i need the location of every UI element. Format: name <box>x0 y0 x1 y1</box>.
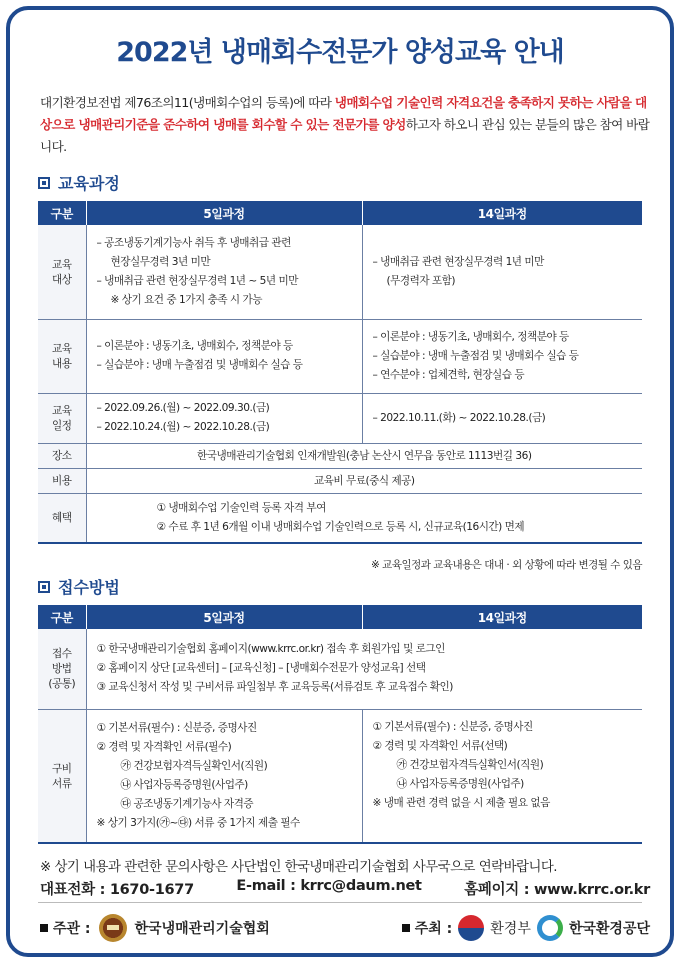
intro-highlight: 냉매회수업 기술인력 자격요건을 충족하지 못하는 사람을 대상으로 냉매관리기준을 준수하여 냉매를 회수할 수 있는 전문가를 양성 <box>40 95 647 132</box>
footer-sponsors <box>40 912 650 944</box>
page-title: 2022년 냉매회수전문가 양성교육 안내 <box>116 37 564 68</box>
header-fourteen-day: 14일과정 <box>362 605 642 629</box>
square-bullet-icon <box>38 581 50 593</box>
apply-heading-text: 접수방법 <box>58 578 120 597</box>
method-value: ① 한국냉매관리기술협회 홈페이지(www.krrc.or.kr) 접속 후 회원가입 및 로그인 ② 홈페이지 상단 [교육센터] – [교육신청] – [냉매회수전문가 양성교육] 선택 ③ 교육신청서 작성 및 구비서류 파일첨부 후 교육등록(서류검토 후 교육접수 확인) <box>86 629 642 709</box>
table-row-place <box>38 443 642 468</box>
header-fourteen-day: 14일과정 <box>362 201 642 225</box>
intro-text-1: 대기환경보전법 제76조의11(냉매회수업의 등록)에 따라 <box>40 95 335 110</box>
schedule-fourteen: – 2022.10.11.(화) ~ 2022.10.28.(금) <box>362 393 642 443</box>
row-label: 접수 방법 (공통) <box>38 629 86 709</box>
benefit-value: ① 냉매회수업 기술인력 등록 자격 부여 ② 수료 후 1년 6개월 이내 냉매회수업 기술인력으로 등록 시, 신규교육(16시간) 면제 <box>86 493 642 543</box>
keco-logo-icon <box>537 915 563 941</box>
header-category: 구분 <box>38 201 86 225</box>
row-label: 교육 내용 <box>38 319 86 393</box>
inquiry-notice: ※ 상기 내용과 관련한 문의사항은 사단법인 한국냉매관리기술협회 사무국으로 연락바랍니다. <box>40 860 558 875</box>
row-label: 혜택 <box>38 493 86 543</box>
host-label: 주관 : <box>53 921 91 937</box>
row-label: 장소 <box>38 443 86 468</box>
organizer-agency: 한국환경공단 <box>568 921 650 937</box>
table-header-row <box>38 605 642 629</box>
content-five: – 이론분야 : 냉동기초, 냉매회수, 정책분야 등 – 실습분야 : 냉매 누출점검 및 냉매회수 실습 등 <box>86 319 362 393</box>
table-row-docs <box>38 709 642 843</box>
intro-text-3: 하고자 하오니 관심 있는 분들의 많은 참여 바랍니다. <box>40 117 650 154</box>
docs-five: ① 기본서류(필수) : 신분증, 증명사진 ② 경력 및 자격확인 서류(필수) ㉮ 건강보험자격득실확인서(직원) ㉯ 사업자등록증명원(사업주) ㉰ 공조냉동기계기능사 자격증 ※ 상기 3가지(㉮~㉰) 서류 중 1가지 제출 필수 <box>86 709 362 843</box>
table-row-content <box>38 319 642 393</box>
schedule-five: – 2022.09.26.(월) ~ 2022.09.30.(금) – 2022.10.24.(월) ~ 2022.10.28.(금) <box>86 393 362 443</box>
apply-table <box>38 605 642 844</box>
square-bullet-icon <box>402 924 410 932</box>
footer-divider <box>38 902 642 903</box>
government-emblem-icon <box>458 915 484 941</box>
organizer-ministry: 환경부 <box>490 921 531 937</box>
target-five: – 공조냉동기계기능사 취득 후 냉매취급 관련 현장실무경력 3년 미만 – 냉매취급 관련 현장실무경력 1년 ~ 5년 미만 ※ 상기 요건 중 1가지 충족 시 가능 <box>86 225 362 319</box>
apply-section-heading <box>38 575 120 598</box>
organizer-label: 주최 : <box>414 921 453 937</box>
header-five-day: 5일과정 <box>86 605 362 629</box>
row-label: 구비 서류 <box>38 709 86 843</box>
table-header-row <box>38 201 642 225</box>
row-label: 교육 대상 <box>38 225 86 319</box>
header-five-day: 5일과정 <box>86 201 362 225</box>
course-section-heading <box>38 171 120 194</box>
host-name: 한국냉매관리기술협회 <box>134 921 270 937</box>
header-category: 구분 <box>38 605 86 629</box>
contact-info <box>40 878 650 899</box>
content-fourteen: – 이론분야 : 냉동기초, 냉매회수, 정책분야 등 – 실습분야 : 냉매 누출점검 및 냉매회수 실습 등 – 연수분야 : 업체견학, 현장실습 등 <box>362 319 642 393</box>
cost-value: 교육비 무료(중식 제공) <box>86 468 642 493</box>
docs-fourteen: ① 기본서류(필수) : 신분증, 증명사진 ② 경력 및 자격확인 서류(선택) ㉮ 건강보험자격득실확인서(직원) ㉯ 사업자등록증명원(사업주) ※ 냉매 관련 경력 없을 시 제출 필요 없음 <box>362 709 642 843</box>
krrc-logo-icon <box>99 914 127 942</box>
phone-number: 대표전화 : 1670-1677 <box>40 882 194 898</box>
table-row-schedule <box>38 393 642 443</box>
table-row-method <box>38 629 642 709</box>
email-link[interactable]: E-mail : krrc@daum.net <box>236 878 422 894</box>
schedule-change-note: ※ 교육일정과 교육내용은 대내 · 외 상황에 따라 변경될 수 있음 <box>371 559 642 571</box>
place-value: 한국냉매관리기술협회 인재개발원(충남 논산시 연무읍 동안로 1113번길 36) <box>86 443 642 468</box>
intro-paragraph <box>40 92 650 158</box>
table-row-target <box>38 225 642 319</box>
target-fourteen: – 냉매취급 관련 현장실무경력 1년 미만 (무경력자 포함) <box>362 225 642 319</box>
course-table <box>38 201 642 544</box>
square-bullet-icon <box>40 924 48 932</box>
row-label: 비용 <box>38 468 86 493</box>
table-row-cost <box>38 468 642 493</box>
square-bullet-icon <box>38 177 50 189</box>
table-row-benefit <box>38 493 642 543</box>
row-label: 교육 일정 <box>38 393 86 443</box>
course-heading-text: 교육과정 <box>58 174 120 193</box>
homepage-link[interactable]: 홈페이지 : www.krrc.or.kr <box>464 882 650 898</box>
